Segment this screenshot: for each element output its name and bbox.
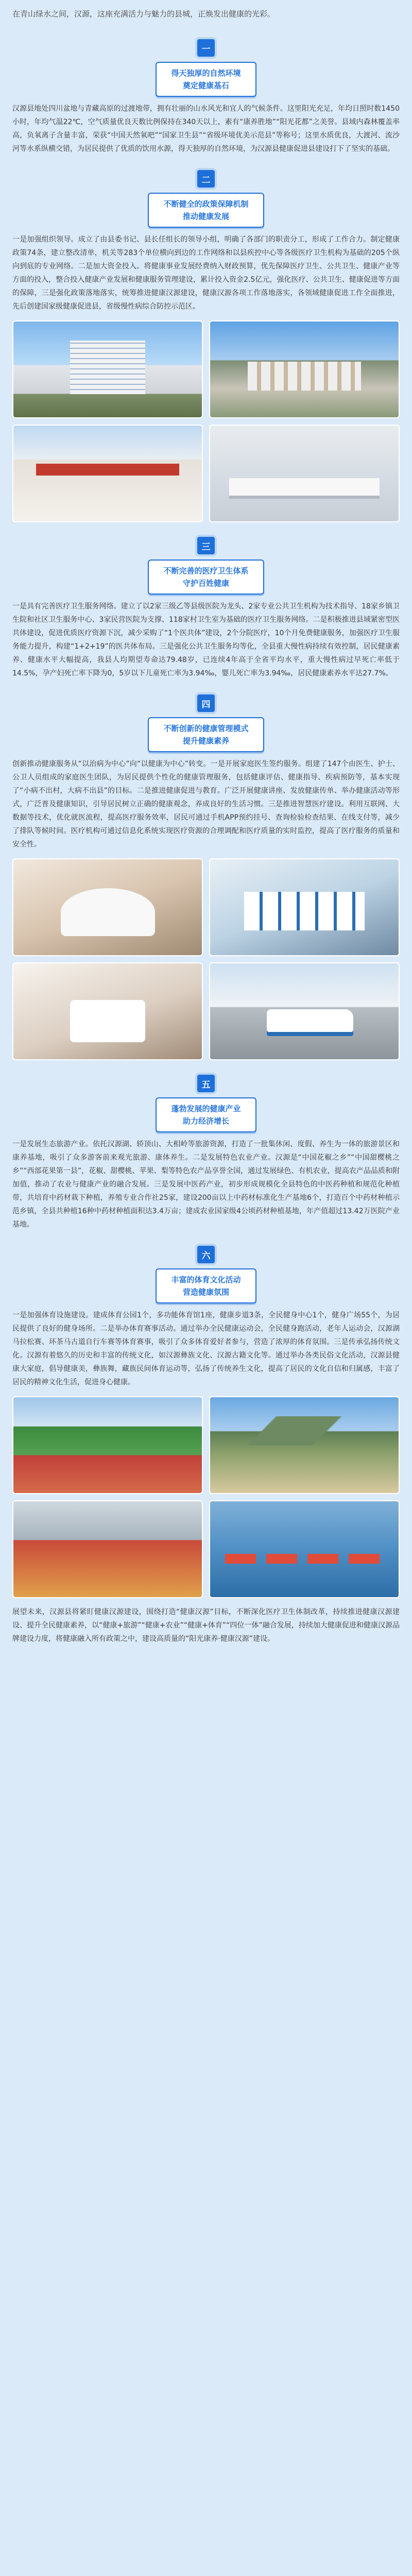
stadium-sports-event-photo	[12, 1396, 203, 1494]
section-1-header	[0, 39, 412, 97]
section-2-paragraph: 一是加强组织领导。成立了由县委书记、县长任组长的领导小组，明确了各部门的职责分工，形成了工作合力。制定健康政策74条，建立整改清单，机关等283个单位横向到边的工作网络和以县疾控中心等各级医疗卫生机构为基础的205个纵向到底的专业网络。二是加大资金投入。将健康事业发展经费纳入财政预算，优先保障医疗卫生、公共卫生、健康产业等方面的投入，整合投入健康产业发展和健康服务管理建设，累计投入资金2.5亿元，强化医疗、公共卫生、健康促进等方面的保障，三是强化政策落地落实，统筹推进健康汉源建设，健康汉源各项工作落地落实，各领域健康促进工作全面推进，先后创建国家级健康促进县，省级慢性病综合防控示范区。	[12, 235, 400, 311]
section-4-photo-grid	[0, 851, 412, 1060]
section-number-badge: 四	[197, 694, 215, 712]
community-checkup-photo	[12, 962, 203, 1060]
hospital-building-photo	[12, 425, 203, 522]
section-3-header	[0, 537, 412, 595]
section-title-line-1: 不断完善的医疗卫生体系	[163, 566, 249, 575]
health-promotion-photo	[209, 858, 400, 956]
section-1-paragraph: 汉源县地处四川盆地与青藏高原的过渡地带，拥有壮丽的山水风光和宜人的气候条件。这里阳光充足，年均日照时数1450小时，年均气温22℃，空气质量优良天数比例保持在340天以上，素有“康养胜地”“阳光花都”之美誉。县域内森林覆盖率高，负氧离子含量丰富，荣获“中国天然氧吧”“国家卫生县”“省级环境优美示范县”等称号；这里水质优良，大渡河、流沙河等水系纵横交错，为居民提供了优质的饮用水源，得天独厚的自然环境，为汉源县健康促进县建设打下了坚实的基础。	[12, 105, 400, 153]
section-title-line-1: 丰富的体育文化活动	[171, 1275, 241, 1284]
section-title-line-2: 提升健康素养	[182, 736, 229, 745]
section-title-box	[148, 717, 264, 752]
section-title-box	[148, 193, 264, 228]
section-title-line-1: 不断健全的政策保障机制	[163, 199, 249, 209]
section-3-paragraph: 一是具有完善医疗卫生服务网络。建立了以2家三级乙等县级医院为龙头、2家专业公共卫生机构为技术指导、18家乡镇卫生院和社区卫生服务中心、3家民营医院为支撑、118家村卫生室为基础的医疗卫生服务网络。二是积极推进县域紧密型医共体建设，促进优质医疗资源下沉，减少采购了“1个医共体”建设，2个分院医疗，10个月免费健康服务，加强医疗卫生服务能力提升，构建“1+2+19”的医共体布局。三是强化公共卫生服务均等化，全县重大慢性病持续有效控制，居民健康素养、健康水平大幅提高，我县人均期望寿命达79.48岁，已连续4年高于全省平均水平，重大慢性病过早死亡率低于14.5%，孕产妇死亡率下降为0，5岁以下儿童死亡率为3.94‰，婴儿死亡率为3.94‰，居民健康素养水平达27.7%。	[12, 602, 400, 677]
section-title-box	[156, 62, 256, 97]
section-2-photo-grid	[0, 313, 412, 522]
section-title-line-1: 得天独厚的自然环境	[171, 69, 241, 78]
section-title-box	[156, 1097, 256, 1132]
section-title-line-2: 奠定健康基石	[182, 81, 229, 90]
closing-paragraph: 展望未来，汉源县将紧盯健康汉源建设，围绕打造“健康汉源”目标，不断深化医疗卫生体制改革，持续推进健康汉源建设、提升全民健康素养，以“健康+旅游”“健康+农业”“健康+体育”“四位一体”融合发展，持续加大健康促进和健康汉源品牌建设力度，将健康融入所有政策之中，建设高质量的“阳光康养·健康汉源”建设。	[12, 1608, 400, 1643]
mobile-clinic-van-photo	[209, 962, 400, 1060]
hospital-exterior-photo	[12, 320, 203, 418]
hospital-lobby-photo	[209, 425, 400, 522]
section-title-line-2: 守护百姓健康	[182, 579, 229, 588]
section-title-line-1: 蓬勃发展的健康产业	[171, 1104, 241, 1113]
mountain-hiking-photo	[209, 1396, 400, 1494]
section-5-paragraph: 一是发展生态旅游产业。依托汉源湖、轿顶山、大相岭等旅游资源，打造了一批集休闲、度假、养生为一体的旅游景区和康养基地，吸引了众多游客前来观光旅游、康体养生。二是发展特色农业产业。汉源是“中国花椒之乡”“中国甜樱桃之乡”“西部花果第一县”，花椒、甜樱桃、苹果、梨等特色农产品享誉全国，通过发展绿色、有机农业，提高农产品品质和附加值，推动了农业与健康产业的融合发展。三是发展中医药产业，初步形成规模化全县特色的中医药种植和规范化种植带，共培育中药材栽下种植，养殖专业合作社25家，建设200亩以上中药材标准化生产基地6个，打造百个中药材种植示范乡镇，全县共种植16种中药材种植面积达3.4万亩；建成农业国家级4公顷药材种植基地，年产值超过13.42万医院产业基地。	[12, 1140, 400, 1229]
section-title-line-2: 营造健康氛围	[182, 1287, 229, 1297]
section-6-paragraph: 一是加强体育设施建设。建成体育公园1个，多功能体育馆1座，健康步道3条，全民健身中心1个，健身广场55个，为居民提供了良好的健身场所。二是举办体育赛事活动。通过举办全民健康运动会，全民健身跑活动，老年人运动会，汉源湖马拉松赛、环茶马古道自行车赛等体育赛事，吸引了众多体育爱好者参与，营造了浓厚的体育氛围。三是传承弘扬传统文化。汉源有着悠久的历史和丰富的传统文化，如汉源彝族文化、汉源古籍文化等。通过举办各类民俗文化活动，汉源县健康大家庭，倡导健康美，彝族舞，藏族民间体育运动等，弘扬了传统养生文化，提高了居民的文化自信和归属感，丰富了居民的精神文化生活，促进身心健康。	[12, 1311, 400, 1386]
section-title-line-2: 助力经济增长	[182, 1116, 229, 1126]
doctor-consultation-photo	[12, 858, 203, 956]
section-2-header	[0, 170, 412, 228]
city-aerial-photo	[209, 320, 400, 418]
section-4-paragraph: 创新推动健康服务从“以治病为中心”向“以健康为中心”转变。一是开展家庭医生签约服务。组建了147个由医生、护士、公卫人员组成的家庭医生团队，为居民提供个性化的健康管理服务，包括健康评估、健康指导、疾病预防等，基本实现了“小病不出村，大病不出县”的目标。二是推进健康促进与教育。广泛开展健康讲座、发放健康传单、举办健康活动等形式，广泛普及健康知识，引导居民树立正确的健康观念，养成良好的生活习惯。三是推进智慧医疗建设。利用互联网、大数据等技术，优化就医流程，提高医疗服务效率，居民可通过手机APP预约挂号、查询检验检查结果、在线支付等，减少了排队等候时间。医疗机构可通过信息化系统实现医疗资源的合理调配和医疗质量的实时监控，提高了医疗服务的质量和安全性。	[12, 760, 400, 849]
section-title-line-2: 推动健康发展	[182, 212, 229, 221]
dragon-boat-race-photo	[209, 1500, 400, 1598]
section-6-photo-grid	[0, 1389, 412, 1598]
section-title-box	[148, 560, 264, 595]
section-6-header	[0, 1246, 412, 1303]
section-4-header	[0, 694, 412, 752]
section-number-badge: 一	[197, 39, 215, 57]
section-number-badge: 五	[197, 1075, 215, 1092]
section-title-line-1: 不断创新的健康管理模式	[163, 724, 249, 733]
section-5-header	[0, 1075, 412, 1132]
folk-dance-festival-photo	[12, 1500, 203, 1598]
section-title-box	[156, 1268, 256, 1303]
section-number-badge: 三	[197, 537, 215, 554]
section-number-badge: 六	[197, 1246, 215, 1263]
lead-paragraph: 在青山绿水之间，汉源，这座充满活力与魅力的县城，正焕发出健康的光彩。	[12, 9, 276, 19]
section-number-badge: 二	[197, 170, 215, 188]
